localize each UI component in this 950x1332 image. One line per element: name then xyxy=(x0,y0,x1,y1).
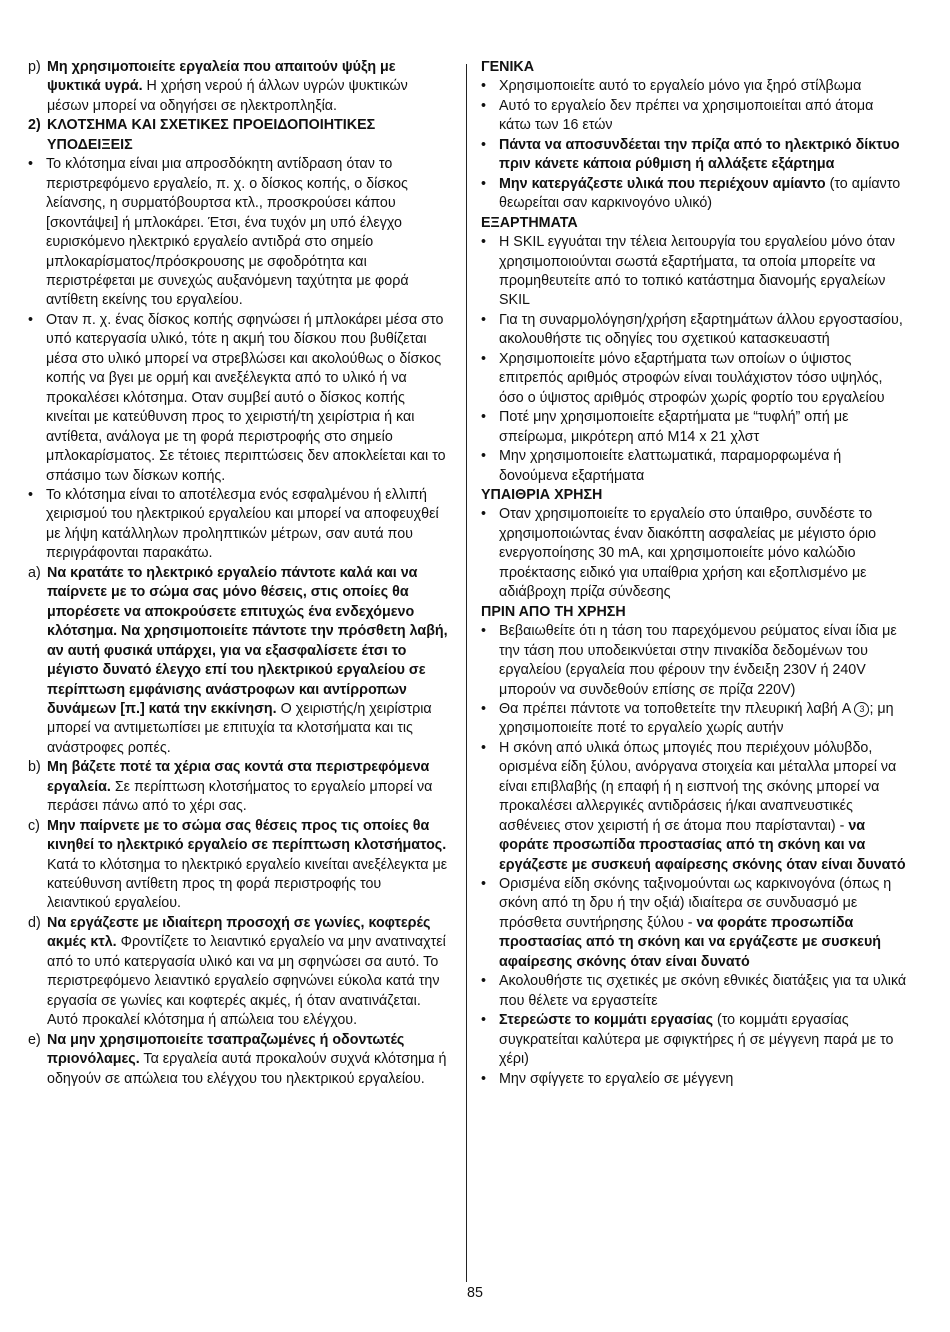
explanation: Τα εργαλεία αυτά προκαλούν συχνά κλότσημα ή οδηγούν σε απώλεια του ελέγχου του ηλεκτρικού εργαλείου. xyxy=(47,1051,447,1087)
bullet-item xyxy=(481,972,909,1011)
bullet-item xyxy=(481,875,909,972)
text-part: ; μη χρησιμοποιείτε ποτέ το εργαλείο χωρίς αυτήν xyxy=(499,700,894,737)
bullet-dot: • xyxy=(481,350,487,367)
bullet-text xyxy=(499,175,909,214)
bold-instruction: Μην κατεργάζεστε υλικά που περιέχουν αμίαντο xyxy=(499,175,826,192)
item-marker: c) xyxy=(28,817,40,834)
bullet-dot: • xyxy=(481,175,487,192)
instruction-text xyxy=(47,58,448,116)
bullet-item xyxy=(481,77,909,96)
bullet-dot: • xyxy=(28,311,34,328)
bullet-dot: • xyxy=(481,448,487,465)
bullet-dot: • xyxy=(481,311,487,328)
bullet-text: Αυτό το εργαλείο δεν πρέπει να χρησιμοποιείται από άτομα κάτω των 16 ετών xyxy=(499,97,874,134)
heading-before-use: ΠΡΙΝ ΑΠΟ ΤΗ ΧΡΗΣΗ xyxy=(481,603,626,620)
instruction-b xyxy=(28,758,448,816)
bullet-text: Ακολουθήστε τις σχετικές με σκόνη εθνικές διατάξεις για τα υλικά που θέλετε να εργαστείτε xyxy=(499,973,907,1009)
bullet-dot: • xyxy=(481,623,487,640)
bold-instruction: να φοράτε προσωπίδα προστασίας από τη σκόνη και να εργάζεστε με συσκευή αφαίρεσης σκόνης όταν είναι δυνατό xyxy=(499,914,882,970)
bullet-item xyxy=(28,486,448,564)
bullet-text: Πάντα να αποσυνδέεται την πρίζα από το ηλεκτρικό δίκτυο πριν κάνετε κάποια ρύθμιση ή αλλάξετε εξάρτημα xyxy=(499,136,900,173)
bullet-item xyxy=(481,447,909,486)
instruction-text xyxy=(47,817,448,914)
bullet-text: Ποτέ μην χρησιμοποιείτε εξαρτήματα με “τυφλή” οπή με σπείρωμα, μικρότερη από M14 x 21 χλστ xyxy=(499,409,849,445)
bullet-text: Οταν π. χ. ένας δίσκος κοπής σφηνώσει ή μπλοκάρει μέσα στο υπό κατεργασία υλικό, τότε η ακμή του δίσκου που βυθίζεται μέσα στο υλικό μπορεί να στρεβλώσει και ακολούθως ο δίσκος κοπής να βγει με ορμή και ανεξέλεγκτα από το υλικό ή να προκαλέσει κλότσημα. Οταν συμβεί αυτό ο δίσκος κοπής κινείται με κατεύθυνση προς το χειριστή/τη χειρίστρια ή και αντίθετα, ανάλογα με τη φορά περιστροφής στο σημείο μπλοκαρίσματος. Σε τέτοιες περιπτώσεις δεν αποκλείεται και το σπάσιμο των δίσκων κοπής. xyxy=(46,311,446,484)
bullet-item xyxy=(481,408,909,447)
section-title: ΚΛΟΤΣΗΜΑ ΚΑΙ ΣΧΕΤΙΚΕΣ ΠΡΟΕΙΔΟΠΟΙΗΤΙΚΕΣ ΥΠΟΔΕΙΞΕΙΣ xyxy=(47,117,376,153)
bullet-text: Οταν χρησιμοποιείτε το εργαλείο στο ύπαιθρο, συνδέστε το χρησιμοποιώντας έναν διακόπτη ασφαλείας με μέγιστο όριο ενεργοποίησης 30 mA, και χρησιμοποιείτε μόνο καλώδιο προέκτασης ειδικό για υπαίθρια χρήση και εξοπλισμένο με αδιάβροχη πρίζα σύνδεσης xyxy=(499,506,877,601)
explanation: Φροντίζετε το λειαντικό εργαλείο να μην ανατιναχτεί από το υπό κατεργασία υλικό και να μη σφηνώσει σα αυτό. Το περιστρεφόμενο λειαντικό εργαλείο σφηνώνει εύκολα κατά την εργασία σε γωνίες και κοφτερές ακμές, ή όταν ανατινάζεται. Αυτό προκαλεί κλότσημα ή απώλεια του ελέγχου. xyxy=(47,934,446,1029)
item-marker: d) xyxy=(28,914,41,931)
bullet-dot: • xyxy=(481,739,487,756)
explanation: Η χρήση νερού ή άλλων υγρών ψυκτικών μέσων μπορεί να οδηγήσει σε ηλεκτροπληξία. xyxy=(47,78,408,114)
item-marker: b) xyxy=(28,759,41,776)
bullet-text: Βεβαιωθείτε ότι η τάση του παρεχόμενου ρεύματος είναι ίδια με την τάση που υποδεικνύεται στην πινακίδα δεδομένων του εργαλείου (εργαλεία που φέρουν την ένδειξη 230V ή 240V μπορούν να συνδεθούν επίσης σε πρίζα 220V) xyxy=(499,623,897,698)
instruction-text xyxy=(47,758,448,816)
text-part: Θα πρέπει πάντοτε να τοποθετείτε την πλευρική λαβή A xyxy=(499,700,855,717)
bullet-dot: • xyxy=(481,97,487,114)
bold-instruction: Μη βάζετε ποτέ τα χέρια σας κοντά στα περιστρεφόμενα εργαλεία. xyxy=(47,759,430,795)
bullet-dot: • xyxy=(481,409,487,426)
bullet-item xyxy=(481,175,909,214)
bullet-text: Το κλότσημα είναι το αποτέλεσμα ενός εσφαλμένου ή ελλιπή χειρισμού του ηλεκτρικού εργαλείου και μπορεί να αποφευχθεί με λήψη κατάλληλων προληπτικών μέτρων, σαν αυτά που περιγράφονται παρακάτω. xyxy=(46,486,439,562)
instruction-p xyxy=(28,58,448,116)
bullet-dot: • xyxy=(481,973,487,990)
bullet-dot: • xyxy=(481,700,487,717)
instruction-e xyxy=(28,1031,448,1089)
bullet-item xyxy=(481,1011,909,1069)
explanation: Ορισμένα είδη σκόνης ταξινομούνται ως καρκινογόνα (όπως η σκόνη από τη δρυ ή την οξιά) ιδιαίτερα σε συνδυασμό με πρόσθετα συντήρησης ξύλου - xyxy=(499,876,892,931)
left-column xyxy=(28,58,448,1089)
bullet-item xyxy=(481,136,909,175)
heading-general: ΓΕΝΙΚΑ xyxy=(481,59,535,75)
instruction-text xyxy=(47,914,448,1031)
bullet-text: Η SKIL εγγυάται την τέλεια λειτουργία του εργαλείου μόνο όταν χρησιμοποιούνται σωστά εξαρτήματα, τα οποία μπορείτε να προμηθευτείτε από το τοπικό κατάστημα διανομής εργαλείων SKIL xyxy=(499,234,896,309)
circled-number-icon: 3 xyxy=(854,702,869,717)
instruction-c xyxy=(28,817,448,914)
bold-instruction: Μην παίρνετε με το σώμα σας θέσεις προς τις οποίες θα κινηθεί το ηλεκτρικό εργαλείο σε περίπτωση κλοτσήματος. xyxy=(47,817,447,854)
instruction-d xyxy=(28,914,448,1031)
bullet-text xyxy=(499,739,909,875)
bullet-text: Χρησιμοποιείτε αυτό το εργαλείο μόνο για ξηρό στίλβωμα xyxy=(499,78,862,95)
bullet-dot: • xyxy=(481,506,487,523)
column-divider xyxy=(466,64,467,1282)
instruction-text xyxy=(47,1031,448,1089)
bold-instruction: Να μην χρησιμοποιείτε τσαπραζωμένες ή οδοντωτές πριονόλαμες. xyxy=(47,1031,405,1068)
explanation: (το κομμάτι εργασίας συγκρατείται καλύτερα με σφιγκτήρες ή σε μέγγενη παρά με το χέρι) xyxy=(499,1012,894,1068)
bullet-text xyxy=(499,1011,909,1069)
item-marker: a) xyxy=(28,564,41,581)
bold-instruction: Μη χρησιμοποιείτε εργαλεία που απαιτούν ψύξη με ψυκτικά υγρά. xyxy=(47,59,396,95)
page-number: 85 xyxy=(467,1285,483,1301)
bullet-item xyxy=(481,739,909,875)
bullet-dot: • xyxy=(481,234,487,251)
explanation: (το αμίαντο θεωρείται σαν καρκινογόνο υλικό) xyxy=(499,175,901,212)
section-heading-kickback xyxy=(28,116,448,155)
bullet-item xyxy=(28,155,448,311)
bullet-item xyxy=(481,97,909,136)
bullet-text: Χρησιμοποιείτε μόνο εξαρτήματα των οποίων ο ύψιστος επιτρεπός αριθμός στροφών είναι τουλάχιστον τόσο υψηλός, όσο ο ύψιστος αριθμός στροφών χωρίς φορτίο του εργαλείου xyxy=(499,350,885,406)
heading-outdoor-use: ΥΠΑΙΘΡΙΑ ΧΡΗΣΗ xyxy=(481,486,603,503)
bullet-text xyxy=(499,700,909,739)
bullet-item xyxy=(481,700,909,739)
bullet-text xyxy=(499,875,909,972)
bullet-item xyxy=(481,505,909,602)
bullet-text: Μην χρησιμοποιείτε ελαττωματικά, παραμορφωμένα ή δονούμενα εξαρτήματα xyxy=(499,448,842,484)
bullet-dot: • xyxy=(481,1012,487,1029)
bullet-dot: • xyxy=(481,876,487,893)
bullet-item xyxy=(481,311,909,350)
bullet-dot: • xyxy=(481,1070,487,1087)
bullet-dot: • xyxy=(481,78,487,95)
bullet-text: Το κλότσημα είναι μια απροσδόκητη αντίδραση όταν το περιστρεφόμενο εργαλείο, π. χ. ο δίσκος κοπής, ο δίσκος λείανσης, η συρματόβουρτσα κτλ., προσκρούσει κάπου [σκοντάψει] ή μπλοκάρει. Έτσι, ένα τυχόν μη υπό έλεγχο ευρισκόμενο ηλεκτρικό εργαλείο αντιδρά στο σημείο μπλοκαρίσματος/πρόσκρουσης με σφοδρότητα και περιστρέφεται με συνεχώς αυξανόμενη ταχύτητα με φορά αντίθετη εκείνης του εργαλείου. xyxy=(46,156,409,309)
explanation: Κατά το κλότσημα το ηλεκτρικό εργαλείο κινείται ανεξέλεγκτα με κατεύθυνση αντίθετη προς τη φορά περιστροφής του λειαντικού εργαλείου. xyxy=(47,856,448,912)
heading-accessories: ΕΞΑΡΤΗΜΑΤΑ xyxy=(481,214,578,231)
bold-instruction: Να εργάζεστε με ιδιαίτερη προσοχή σε γωνίες, κοφτερές ακμές κτλ. xyxy=(47,914,431,951)
bullet-dot: • xyxy=(28,156,34,173)
bullet-text: Μην σφίγγετε το εργαλείο σε μέγγενη xyxy=(499,1070,734,1087)
bold-instruction: να φοράτε προσωπίδα προστασίας από τη σκόνη και να εργάζεστε με συσκευή αφαίρεσης σκόνης όταν είναι δυνατό xyxy=(499,817,906,873)
explanation: Η σκόνη από υλικά όπως μπογιές που περιέχουν μόλυβδο, ορισμένα είδη ξύλου, ανόργανα στοιχεία και μέταλλα μπορεί να είναι επιβλαβής (η επαφή ή η εισπνοή της σκόνης μπορεί να προκαλέσει αλλεργικές αντιδράσεις ή/και αναπνευστικές ασθένειες στον χειριστή ή σε άτομα που παρίστανται) - xyxy=(499,739,897,834)
bullet-item xyxy=(481,1070,909,1089)
bullet-dot: • xyxy=(481,136,487,153)
bullet-item xyxy=(481,350,909,408)
bullet-dot: • xyxy=(28,486,34,503)
bullet-text: Για τη συναρμολόγηση/χρήση εξαρτημάτων άλλου εργοστασίου, ακολουθήστε τις οδηγίες του σχετικού κατασκευαστή xyxy=(499,311,903,348)
explanation: Ο χειριστής/η χειρίστρια μπορεί να αντιμετωπίσει με επιτυχία τα κλοτσήματα και τις ανάστροφες ροπές. xyxy=(47,700,432,756)
item-marker: e) xyxy=(28,1031,41,1048)
explanation: Σε περίπτωση κλοτσήματος το εργαλείο μπορεί να περάσει πάνω από το χέρι σας. xyxy=(47,778,433,815)
bold-instruction: Να κρατάτε το ηλεκτρικό εργαλείο πάντοτε καλά και να παίρνετε με το σώμα σας μόνο θέσεις, στις οποίες θα μπορέσετε να αποκρούσετε επιτυχώς ένα ενδεχόμενο κλότσημα. Να χρησιμοποιείτε πάντοτε την πρόσθετη λαβή, αν αυτή φυσικά υπάρχει, για να εξασφαλίσετε έτσι το μέγιστο δυνατό έλεγχο επί του ηλεκτρικού εργαλείου σε περίπτωση εμφάνισης ανάστροφων και αντίρροπων δυνάμεων [π.] κατά την εκκίνηση. xyxy=(47,564,448,717)
instruction-a xyxy=(28,564,448,759)
bullet-item xyxy=(481,233,909,311)
bold-instruction: Στερεώστε το κομμάτι εργασίας xyxy=(499,1012,713,1029)
right-column xyxy=(481,58,909,1089)
bullet-item xyxy=(28,311,448,486)
instruction-text xyxy=(47,564,448,759)
section-number: 2) xyxy=(28,117,41,134)
item-marker: p) xyxy=(28,59,41,75)
bullet-item xyxy=(481,622,909,700)
